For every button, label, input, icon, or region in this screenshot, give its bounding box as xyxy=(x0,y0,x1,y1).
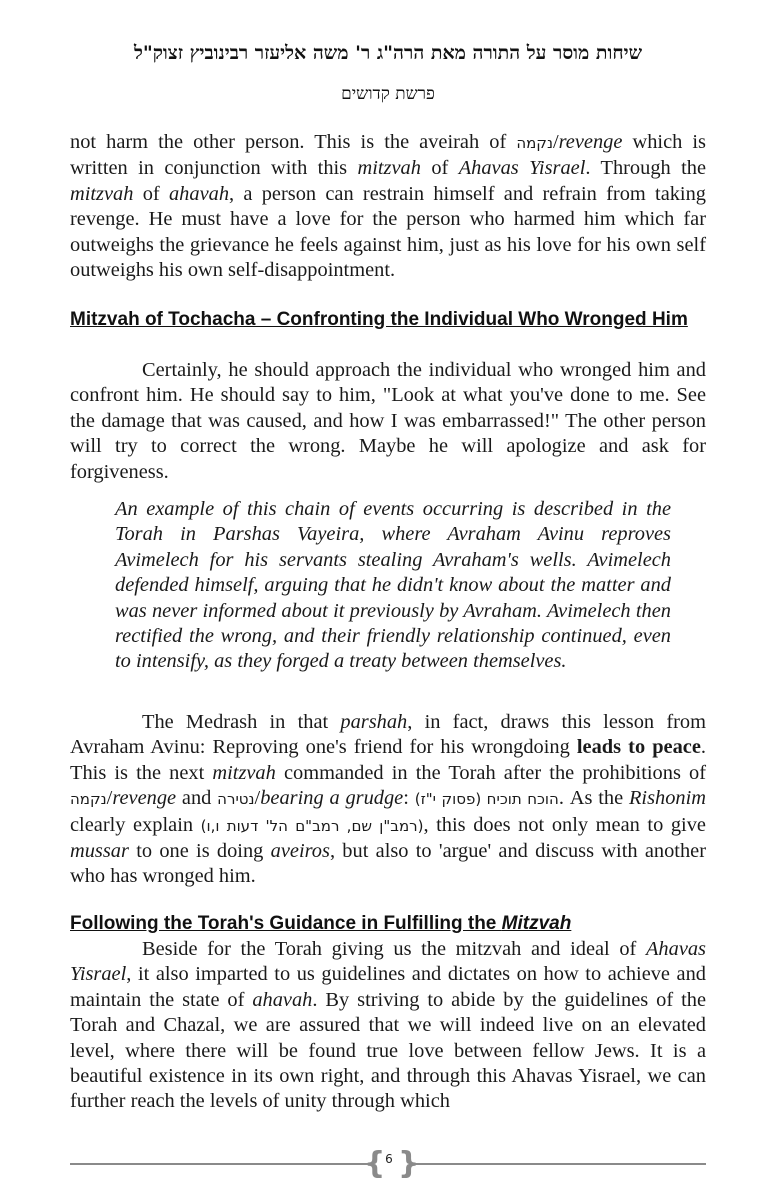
text: clearly explain xyxy=(70,813,201,836)
italic-term: revenge xyxy=(558,131,623,153)
hebrew-term: נקמה xyxy=(516,134,553,152)
italic-term: aveiros xyxy=(270,840,330,863)
italic-term: Ahavas Yisrael xyxy=(458,157,586,180)
text: , a person can restrain himself and refrain from taking revenge. He must have a love for the person who harmed him which far outweighs the grievance he feels against him, just as his love for his own self outweighs his own self-disappointment. xyxy=(70,182,706,282)
hebrew-term: נקמה xyxy=(70,790,107,809)
italic-term: ahavah xyxy=(252,988,313,1011)
text: not harm the other person. This is the aveirah of xyxy=(70,131,517,153)
italic-term: parshah xyxy=(340,711,408,733)
italic-term: Rishonim xyxy=(628,787,706,810)
paragraph-revenge xyxy=(70,130,706,283)
running-header-parsha: פרשת קדושים xyxy=(341,84,435,104)
text: . As the xyxy=(558,787,629,810)
italic-term: mitzvah xyxy=(70,182,134,205)
text: . By striving to abide by the guidelines of the Torah and Chazal, we are assured that we will indeed live on an elevated level, where there will be found true love between fellow Jews. It is a beautiful existence in its own right, and through this Ahavas Yisrael, we can further reach the levels of unity through which xyxy=(70,988,706,1113)
text: . This is the next xyxy=(70,736,707,784)
heading-text: Following the Torah's Guidance in Fulfilling the xyxy=(70,913,502,934)
text: , it also imparted to us guidelines and dictates on how to achieve and maintain the state of xyxy=(70,963,706,1011)
footer-brace-right: } xyxy=(398,1146,420,1181)
italic-term: mitzvah xyxy=(357,157,421,180)
text: The Medrash in that xyxy=(142,711,341,733)
paragraph-guidelines xyxy=(70,937,706,1115)
italic-term: bearing a grudge xyxy=(260,787,404,810)
hebrew-term: נטירה xyxy=(217,790,255,809)
text: of xyxy=(133,182,169,205)
italic-term: revenge xyxy=(112,787,177,810)
page-number: 6 xyxy=(385,1152,393,1166)
text: , this does not only mean to give xyxy=(423,813,706,836)
bold-phrase: leads to peace xyxy=(576,736,701,759)
text: , but also to 'argue' and discuss with another who has wronged him. xyxy=(70,840,706,888)
text: : xyxy=(403,787,415,810)
footer-brace-left: { xyxy=(364,1146,386,1181)
text: . Through the xyxy=(585,157,706,180)
paragraph-confront: Certainly, he should approach the individual who wronged him and confront him. He should say to him, "Look at what you've done to me. See the damage that was caused, and how I was embarrassed!" The other person will try to correct the wrong. Maybe he will apologize and ask for forgiveness. xyxy=(70,359,706,483)
text: and xyxy=(176,787,218,810)
paragraph-medrash xyxy=(70,710,706,890)
hebrew-citation: הוכח תוכיח (פסוק י"ז) xyxy=(414,790,559,809)
text: of xyxy=(420,157,459,180)
text: to one is doing xyxy=(128,840,271,863)
italic-term: mussar xyxy=(70,840,129,863)
footer-rule-right xyxy=(410,1163,706,1165)
text: / xyxy=(552,131,559,153)
footer-rule-left xyxy=(70,1163,368,1165)
section-heading-guidance xyxy=(70,911,706,936)
text: which is written in conjunction with this xyxy=(70,131,706,180)
block-quote-avimelech: An example of this chain of events occurring is described in the Torah in Parshas Vayeira, where Avraham Avinu reproves Avimelech for his servants stealing Avraham's wells. Avimelech defended himself, arguing that he didn't know about the matter and was never informed about it previously by Avraham. Avimelech then rectified the wrong, and their friendly relationship continued, even to intensify, as they forged a treaty between themselves. xyxy=(115,498,671,673)
text: , in fact, draws this lesson from Avraham Avinu: Reproving one's friend for his wrongdoing xyxy=(70,711,706,759)
heading-italic: Mitzvah xyxy=(501,913,572,934)
italic-term: ahavah xyxy=(168,182,230,205)
text: commanded in the Torah after the prohibitions of xyxy=(275,761,706,784)
section-heading-tochacha: Mitzvah of Tochacha – Confronting the Individual Who Wronged Him xyxy=(70,309,688,330)
italic-term: Ahavas Yisrael xyxy=(70,938,706,986)
running-header-title: שיחות מוסר על התורה מאת הרה"ג ר' משה אליעזר רבינוביץ זצוק"ל xyxy=(133,42,643,64)
italic-term: mitzvah xyxy=(212,761,276,784)
text: Beside for the Torah giving us the mitzvah and ideal of xyxy=(142,938,646,960)
hebrew-citation: (רמב"ן שם, רמב"ם הל' דעות ו,ו) xyxy=(200,816,424,835)
text: / xyxy=(254,787,261,810)
text: / xyxy=(106,787,113,810)
